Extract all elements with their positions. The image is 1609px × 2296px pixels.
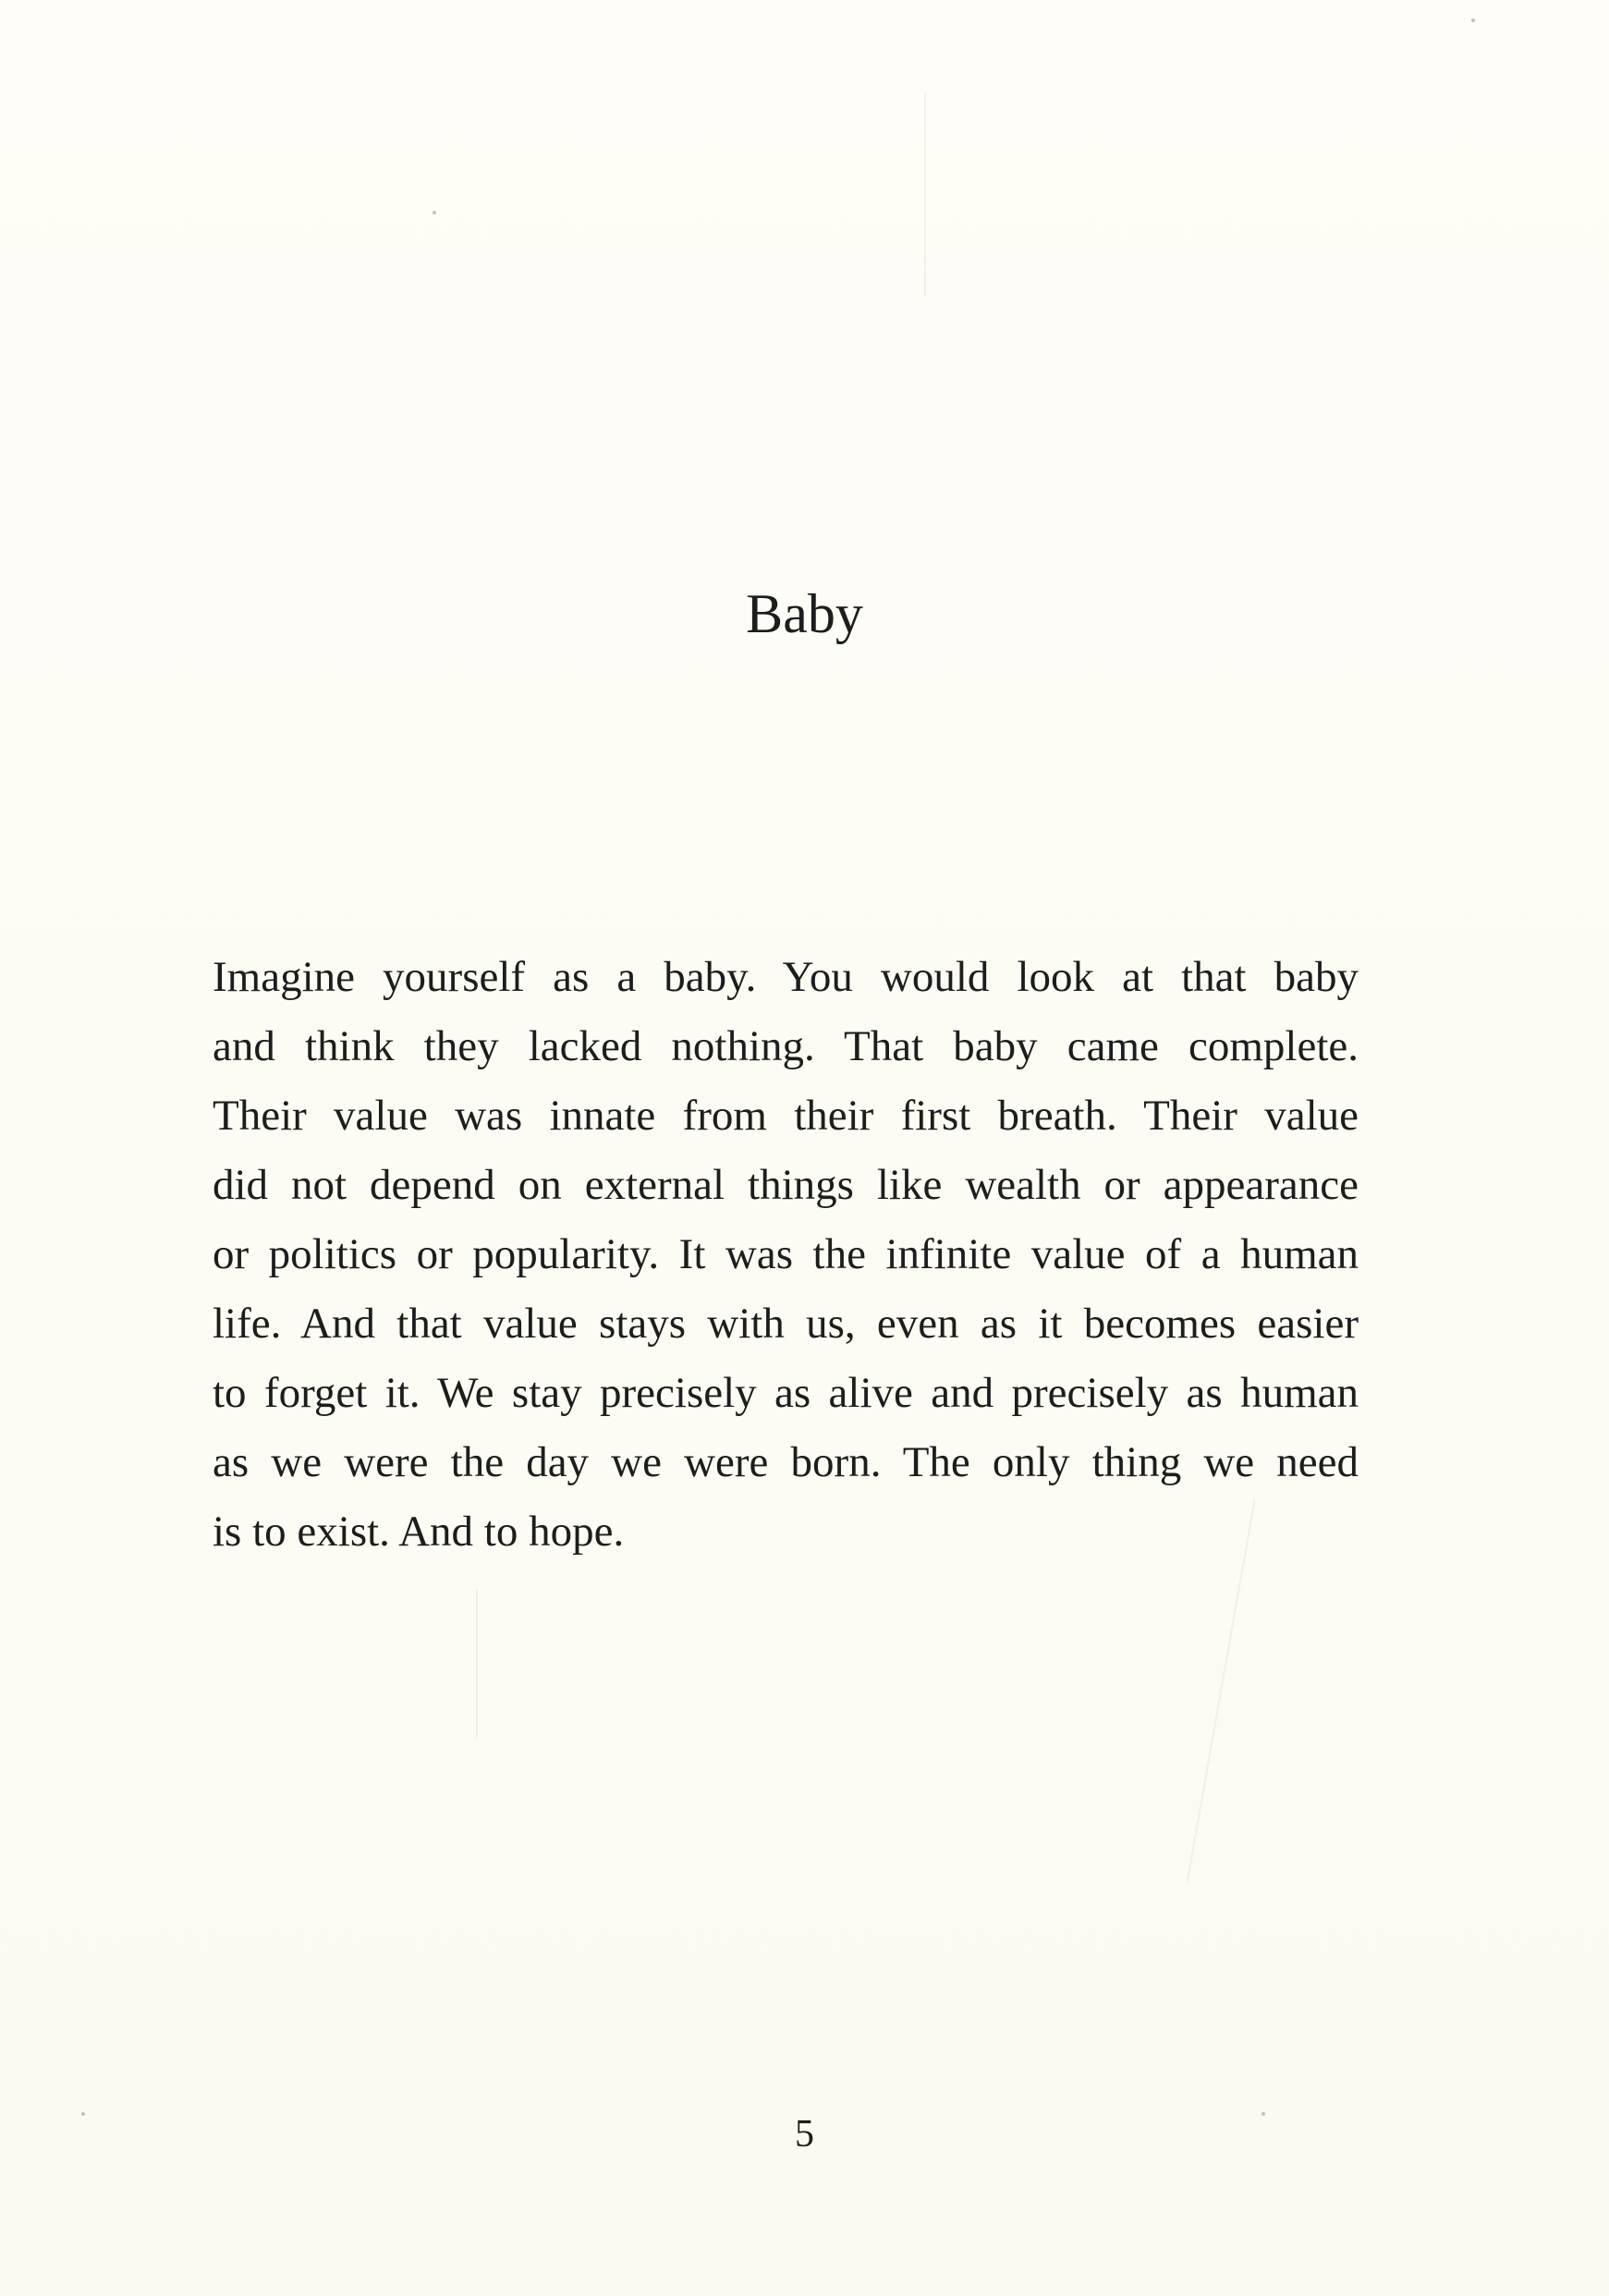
- body-line: Their value was innate from their first breath. Their value: [213, 1092, 1359, 1140]
- paper-speck: [1471, 18, 1475, 22]
- body-line: did not depend on external things like wealth or appearance: [213, 1161, 1359, 1209]
- body-line: life. And that value stays with us, even as it becomes easier: [213, 1300, 1359, 1348]
- body-line: Imagine yourself as a baby. You would look at that baby: [213, 953, 1359, 1001]
- paper-crease: [476, 1590, 478, 1738]
- body-line: as we were the day we were born. The only thing we need: [213, 1438, 1359, 1486]
- body-line: is to exist. And to hope.: [213, 1508, 625, 1556]
- paper-speck: [433, 211, 436, 214]
- body-line: to forget it. We stay precisely as alive and precisely as human: [213, 1369, 1359, 1417]
- body-paragraph: [213, 943, 1359, 1567]
- page-number: 5: [795, 2113, 814, 2156]
- paper-crease: [924, 92, 926, 296]
- body-line: and think they lacked nothing. That baby came complete.: [213, 1022, 1359, 1070]
- chapter-title: Baby: [746, 583, 863, 644]
- body-line: or politics or popularity. It was the infinite value of a human: [213, 1230, 1359, 1278]
